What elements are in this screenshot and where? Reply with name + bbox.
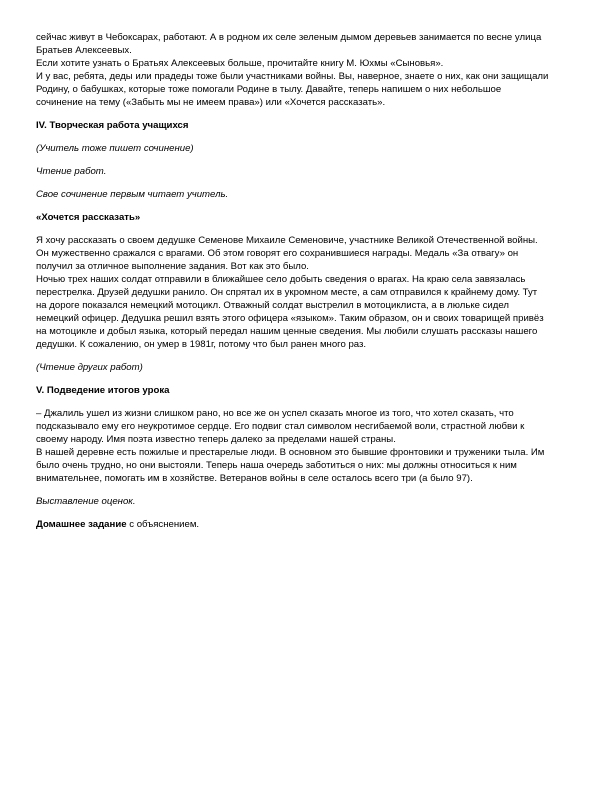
- essay-title: «Хочется рассказать»: [36, 212, 141, 223]
- reading-note: Чтение работ.: [36, 166, 107, 177]
- teacher-note: (Учитель тоже пишет сочинение): [36, 143, 194, 154]
- text-line: своему народу. Имя поэта известно теперь далеко за пределами нашей страны.: [36, 434, 396, 445]
- text-line: немецкий офицер. Дедушка решил взять этого офицера «языком». Таким образом, он и своих товарищей привёз: [36, 313, 544, 324]
- text-line: на дороге показался немецкий мотоцикл. Отважный солдат выстрелил в мотоциклиста, а в люльке сидел: [36, 300, 509, 311]
- homework-line: [36, 518, 576, 531]
- text-line: Я хочу рассказать о своем дедушке Семенове Михаиле Семеновиче, участнике Великой Отечественной войны.: [36, 235, 538, 246]
- essay-body: [36, 234, 576, 351]
- text-line: Родину, о бабушках, которые тоже помогали Родине в тылу. Давайте, теперь напишем о них небольшое: [36, 84, 502, 95]
- text-line: сочинение на тему («Забыть мы не имеем права») или «Хочется рассказать».: [36, 97, 386, 108]
- text-line: дедушки. К сожалению, он умер в 1981г, потому что был ранен много раз.: [36, 339, 367, 350]
- homework-label: Домашнее задание: [36, 519, 127, 530]
- homework-text: с объяснением.: [126, 519, 200, 530]
- text-line: Он мужественно сражался с врагами. Об этом говорят его сохранившиеся награды. Медаль «За отвагу» он: [36, 248, 519, 259]
- text-line: Братьев Алексеевых.: [36, 45, 132, 56]
- section-heading-summary: V. Подведение итогов урока: [36, 385, 170, 396]
- text-line: сейчас живут в Чебоксарах, работают. А в родном их селе зеленым дымом деревьев занимается по весне улица: [36, 32, 542, 43]
- text-line: Если хотите узнать о Братьях Алексеевых больше, прочитайте книгу М. Юхмы «Сыновья».: [36, 58, 444, 69]
- intro-paragraph: [36, 31, 576, 109]
- text-line: перестрелка. Друзей дедушки ранило. Он спрятал их в укромном месте, а сам отправился к крайнему дому. Тут: [36, 287, 538, 298]
- section-heading-creative-work: IV. Творческая работа учащихся: [36, 120, 189, 131]
- text-line: внимательнее, помогать им в хозяйстве. Ветеранов войны в селе осталось всего три (а было 97).: [36, 473, 473, 484]
- text-line: было очень трудно, но они выстояли. Теперь наша очередь заботиться о них: мы должны относиться к ним: [36, 460, 517, 471]
- document-page: [36, 31, 576, 541]
- text-line: Ночью трех наших солдат отправили в ближайшее село добыть сведения о врагах. На краю села завязалась: [36, 274, 526, 285]
- text-line: – Джалиль ушел из жизни слишком рано, но все же он успел сказать многое из того, что хотел сказать, что: [36, 408, 514, 419]
- text-line: получил за отличное выполнение задания. Вот как это было.: [36, 261, 309, 272]
- text-line: В нашей деревне есть пожилые и престарелые люди. В основном это бывшие фронтовики и труженики тыла. Им: [36, 447, 545, 458]
- text-line: И у вас, ребята, деды или прадеды тоже были участниками войны. Вы, наверное, знаете о них, как они защищали: [36, 71, 549, 82]
- grading-note: Выставление оценок.: [36, 496, 136, 507]
- other-works-note: (Чтение других работ): [36, 362, 143, 373]
- text-line: подсказывало ему его неукротимое сердце. Его подвиг стал символом несгибаемой воли, страстной любви к: [36, 421, 525, 432]
- summary-body: [36, 407, 576, 485]
- text-line: на мотоцикле и добыл языка, который передал нашим ценные сведения. Мы любили слушать рассказы нашего: [36, 326, 538, 337]
- teacher-reads-note: Свое сочинение первым читает учитель.: [36, 189, 229, 200]
